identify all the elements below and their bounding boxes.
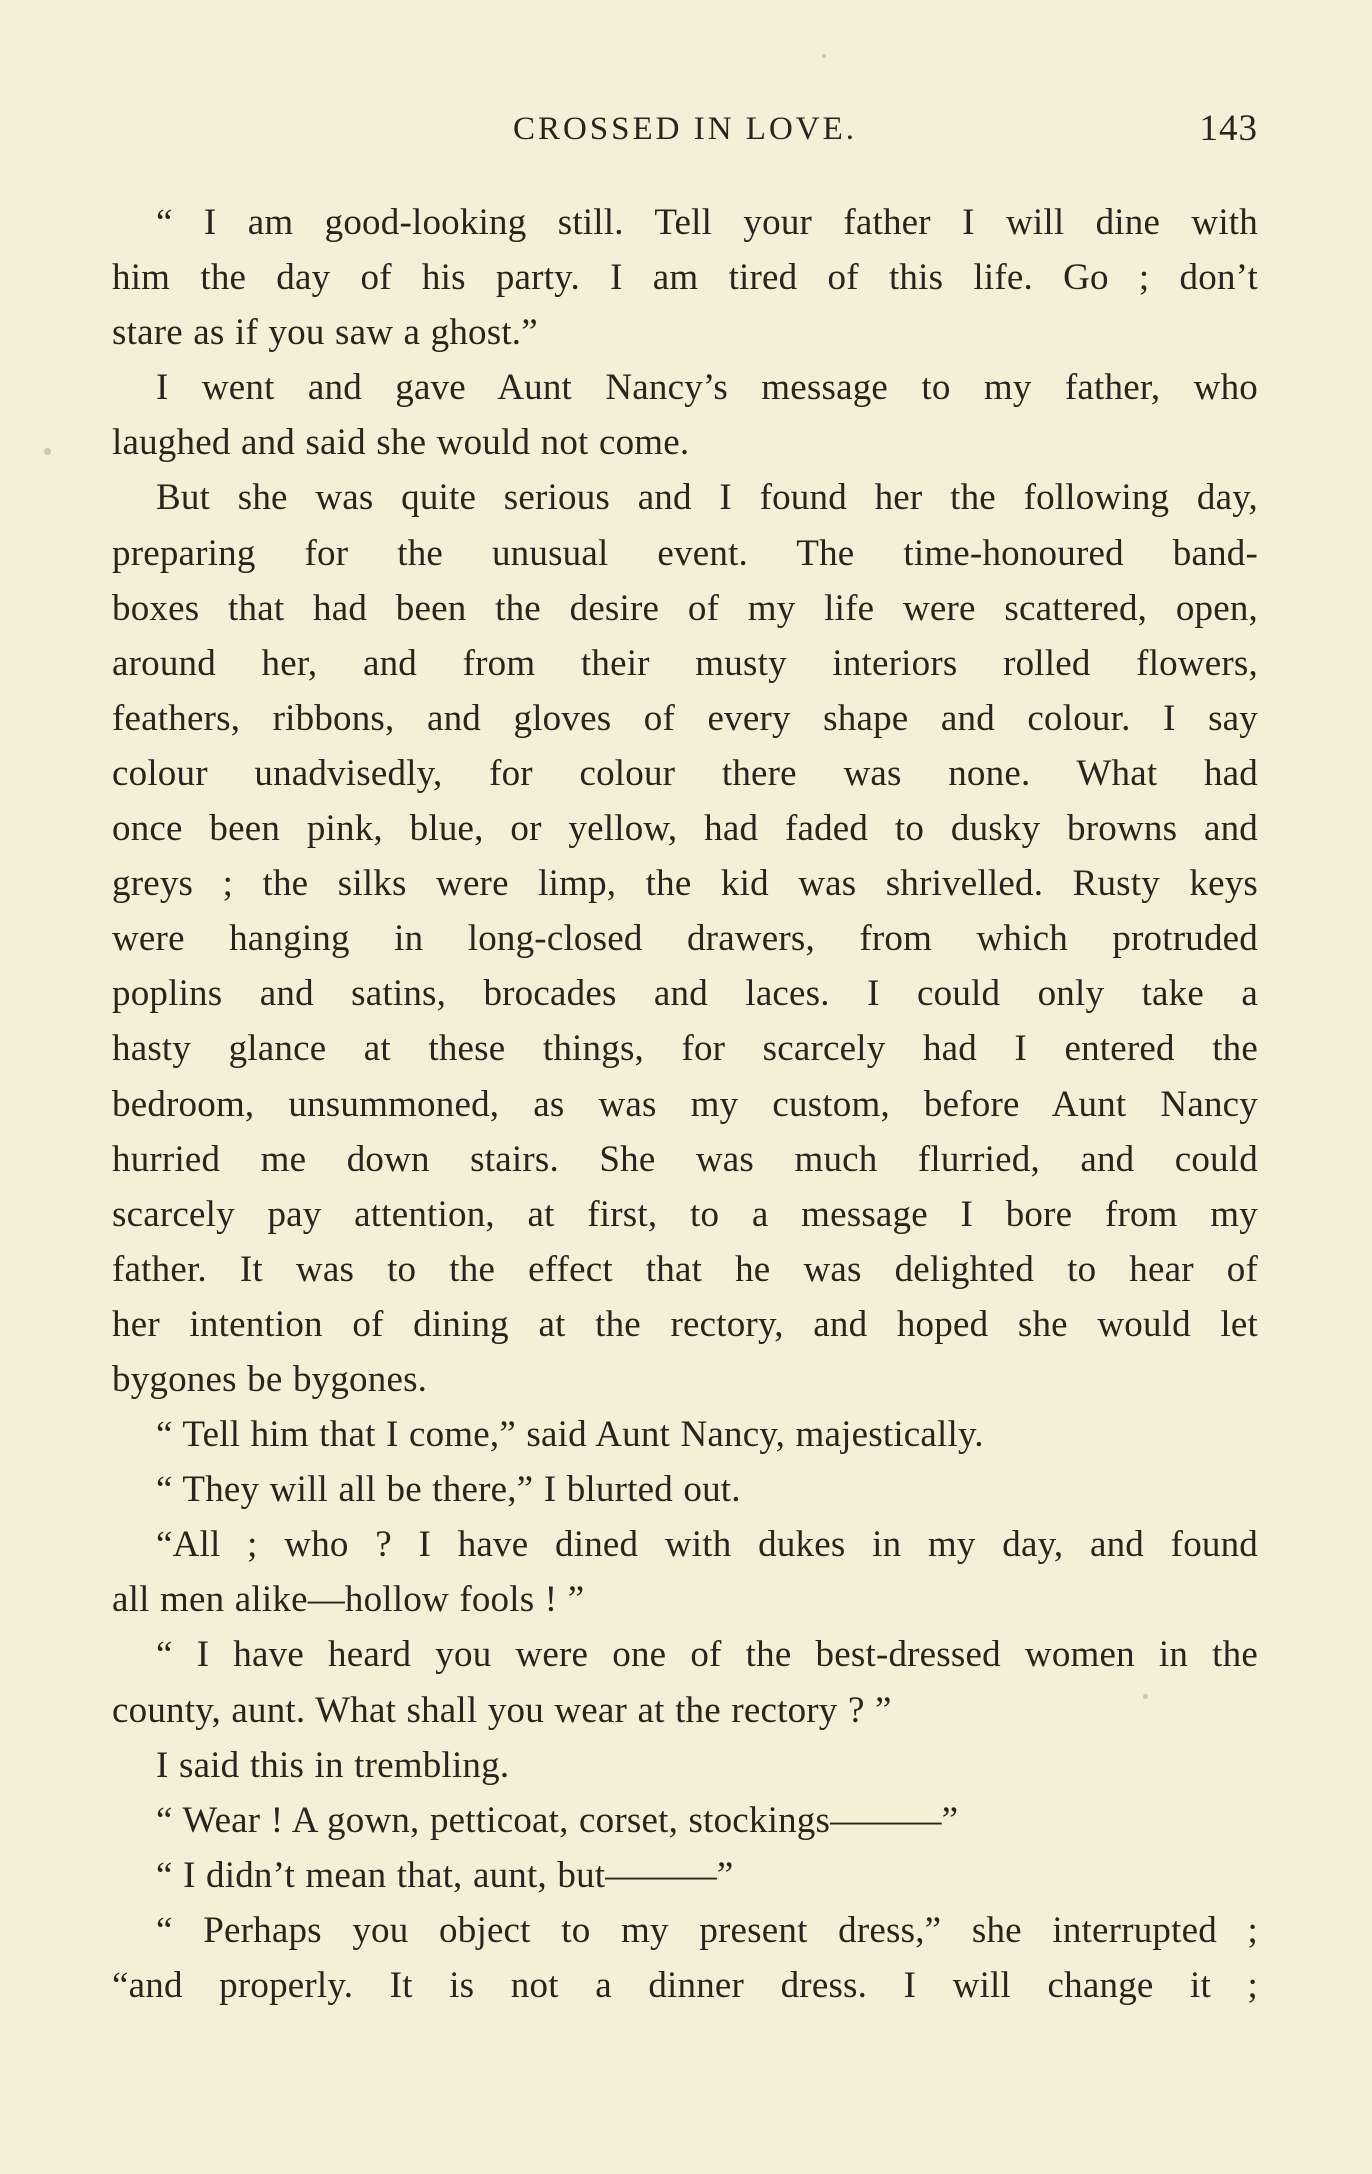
text-line: “ I have heard you were one of the best-dressed women in the [156,1634,1258,1676]
text-line: “All ; who ? I have dined with dukes in my day, and found [156,1524,1258,1566]
running-header [112,104,1258,154]
text-line: scarcely pay attention, at first, to a message I bore from my [112,1193,1258,1235]
text-line: But she was quite serious and I found her the following day, [156,477,1258,519]
text-line: all men alike—hollow fools ! ” [112,1579,585,1621]
text-line: “ Tell him that I come,” said Aunt Nancy, majestically. [156,1414,984,1456]
text-line: “ Perhaps you object to my present dress,” she interrupted ; [156,1909,1258,1951]
paper-speck [44,448,51,455]
page-number: 143 [1199,108,1258,149]
text-line: county, aunt. What shall you wear at the rectory ? ” [112,1689,892,1731]
text-line: “ Wear ! A gown, petticoat, corset, stockings———” [156,1799,959,1841]
text-line: around her, and from their musty interiors rolled flowers, [112,642,1258,684]
text-line: poplins and satins, brocades and laces. I could only take a [112,973,1258,1015]
text-line: hurried me down stairs. She was much flurried, and could [112,1138,1258,1180]
text-line: “and properly. It is not a dinner dress. I will change it ; [112,1965,1258,2006]
text-line: feathers, ribbons, and gloves of every shape and colour. I say [112,697,1258,739]
running-title: CROSSED IN LOVE. [512,111,858,147]
text-line: him the day of his party. I am tired of this life. Go ; don’t [112,257,1258,299]
text-line: once been pink, blue, or yellow, had faded to dusky browns and [112,808,1258,850]
text-line: preparing for the unusual event. The time-honoured band- [112,532,1258,574]
body-text [112,195,1258,2013]
text-line: I went and gave Aunt Nancy’s message to my father, who [156,367,1258,409]
text-line: her intention of dining at the rectory, and hoped she would let [112,1303,1258,1345]
text-line: bygones be bygones. [112,1358,428,1400]
text-line: stare as if you saw a ghost.” [112,312,538,354]
text-line: laughed and said she would not come. [112,422,690,464]
text-line: hasty glance at these things, for scarcely had I entered the [112,1028,1258,1070]
text-line: boxes that had been the desire of my life were scattered, open, [112,587,1258,629]
text-line: bedroom, unsummoned, as was my custom, before Aunt Nancy [112,1083,1258,1125]
paper-speck [822,54,826,58]
text-line: father. It was to the effect that he was delighted to hear of [112,1248,1258,1290]
text-line: “ I am good-looking still. Tell your father I will dine with [156,202,1258,243]
text-line: “ I didn’t mean that, aunt, but———” [156,1854,734,1896]
text-line: colour unadvisedly, for colour there was none. What had [112,752,1258,794]
text-line: were hanging in long-closed drawers, from which protruded [112,918,1258,960]
text-line: I said this in trembling. [156,1744,510,1786]
text-line: greys ; the silks were limp, the kid was shrivelled. Rusty keys [112,863,1258,905]
text-line: “ They will all be there,” I blurted out. [156,1469,741,1511]
